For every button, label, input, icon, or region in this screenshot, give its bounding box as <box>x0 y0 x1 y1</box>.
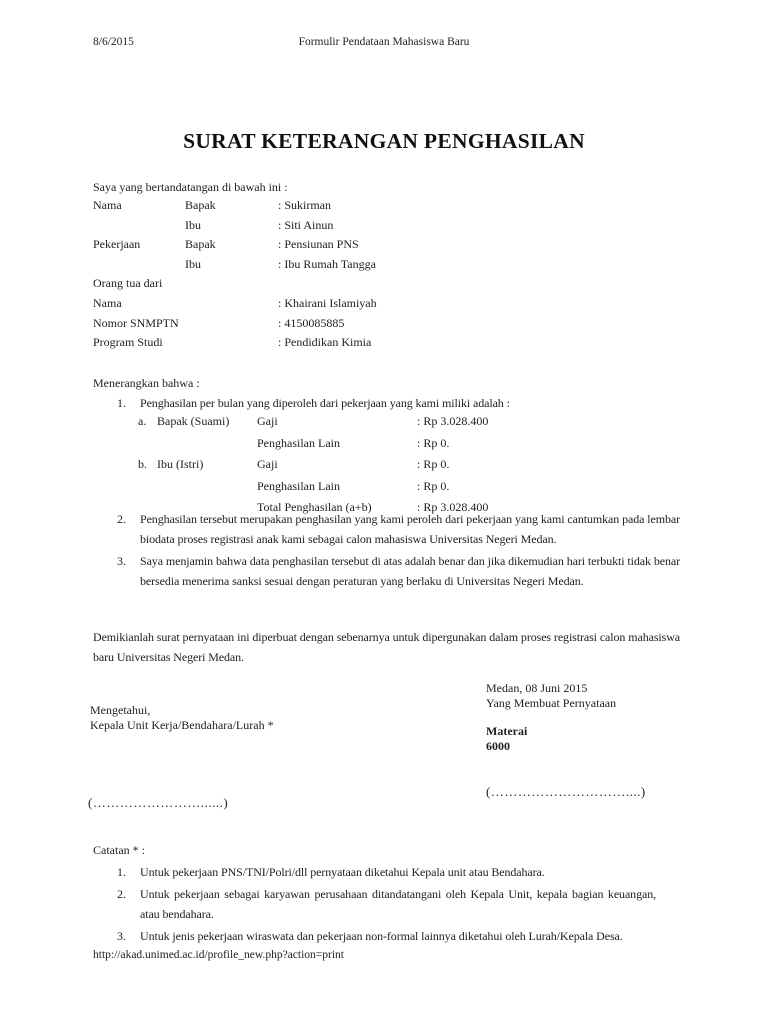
document-title: SURAT KETERANGAN PENGHASILAN <box>183 129 585 153</box>
signature-left-block <box>90 703 274 733</box>
identity-table <box>93 196 377 353</box>
income-row <box>138 433 488 455</box>
intro-line: Saya yang bertandatangan di bawah ini : <box>93 180 288 194</box>
identity-label: Orang tua dari <box>93 276 163 291</box>
income-row-mark <box>138 433 157 455</box>
identity-row <box>93 314 377 334</box>
signature-right-line: (…………………………....) <box>486 784 646 799</box>
list-item-number: 1. <box>117 396 126 410</box>
stamp-label: Materai <box>486 724 528 738</box>
identity-sublabel <box>185 314 278 334</box>
income-row-party <box>157 433 257 455</box>
note-number: 2. <box>117 887 126 901</box>
identity-sublabel: Bapak <box>185 198 216 212</box>
income-row-component: Penghasilan Lain <box>257 435 340 450</box>
print-header-date: 8/6/2015 <box>93 36 134 48</box>
income-row-amount: : Rp 3.028.400 <box>417 414 489 428</box>
note-item <box>93 926 656 946</box>
identity-row <box>93 274 377 294</box>
list-item-number: 3. <box>117 554 126 568</box>
signature-right-block <box>486 681 616 754</box>
identity-label: Nama <box>93 295 122 310</box>
identity-row <box>93 216 377 236</box>
income-row-party <box>157 476 257 498</box>
note-item <box>93 884 656 924</box>
identity-value: : Ibu Rumah Tangga <box>278 256 376 271</box>
statement-heading: Menerangkan bahwa : <box>93 376 200 390</box>
notes-section <box>93 840 656 946</box>
note-text: Untuk pekerjaan sebagai karyawan perusahaan ditandatangani oleh Kepala Unit, kepala bagian keuangan, atau bendahara. <box>140 887 656 921</box>
income-row-component: Gaji <box>257 457 278 472</box>
identity-value: : Sukirman <box>278 198 331 212</box>
note-number: 3. <box>117 929 126 943</box>
print-footer-url: http://akad.unimed.ac.id/profile_new.php?action=print <box>93 949 345 961</box>
identity-value: : Khairani Islamiyah <box>278 295 377 310</box>
identity-label <box>93 255 185 275</box>
identity-sublabel: Ibu <box>185 217 201 232</box>
identity-sublabel <box>185 294 278 314</box>
income-row-mark: a. <box>138 414 147 428</box>
list-item-text: Penghasilan per bulan yang diperoleh dari pekerjaan yang kami miliki adalah : <box>140 396 510 410</box>
identity-sublabel: Bapak <box>185 237 216 252</box>
note-number: 1. <box>117 865 126 879</box>
identity-label: Nomor SNMPTN <box>93 315 179 330</box>
stamp-value: 6000 <box>486 739 510 753</box>
income-row-component: Gaji <box>257 414 278 428</box>
note-text: Untuk pekerjaan PNS/TNI/Polri/dll pernyataan diketahui Kepala unit atau Bendahara. <box>140 865 545 879</box>
identity-value: : Pensiunan PNS <box>278 237 359 252</box>
print-header-title: Formulir Pendataan Mahasiswa Baru <box>298 36 470 48</box>
signature-place-date: Medan, 08 Juni 2015 <box>486 681 588 695</box>
note-item <box>93 862 656 882</box>
signature-role: Yang Membuat Pernyataan <box>486 696 617 710</box>
identity-value: : 4150085885 <box>278 315 345 330</box>
identity-label: Program Studi <box>93 335 163 350</box>
list-item-2 <box>117 509 680 549</box>
identity-sublabel <box>185 333 278 353</box>
identity-label <box>93 216 185 236</box>
identity-sublabel: Ibu <box>185 256 201 271</box>
acknowledge-label: Mengetahui, <box>90 703 151 717</box>
identity-value: : Pendidikan Kimia <box>278 335 372 350</box>
income-row-amount: : Rp 3.028.400 <box>417 500 489 515</box>
signature-left-line: (……………………......) <box>88 795 229 810</box>
note-text: Untuk jenis pekerjaan wiraswata dan pekerjaan non-formal lainnya diketahui oleh Lurah/Kepala Desa. <box>140 929 623 943</box>
list-item-number: 2. <box>117 512 126 526</box>
income-row-component: Penghasilan Lain <box>257 478 340 493</box>
list-item-1 <box>117 393 680 413</box>
income-row-component: Total Penghasilan (a+b) <box>257 500 372 515</box>
income-row <box>138 454 488 476</box>
identity-row <box>93 196 377 216</box>
income-table <box>138 411 488 519</box>
identity-label: Pekerjaan <box>93 237 141 252</box>
notes-heading: Catatan * : <box>93 843 145 857</box>
list-item-text: Penghasilan tersebut merupakan penghasilan yang kami peroleh dari pekerjaan yang kami cantumkan pada lembar biodata proses registrasi anak kami sebagai calon mahasiswa Universitas Negeri Medan. <box>140 512 680 546</box>
income-row-mark <box>138 476 157 498</box>
identity-label: Nama <box>93 198 122 212</box>
identity-row <box>93 333 377 353</box>
income-row-amount: : Rp 0. <box>417 457 450 472</box>
list-item-3 <box>117 551 680 591</box>
identity-row <box>93 294 377 314</box>
income-row <box>138 411 488 433</box>
income-row-party: Ibu (Istri) <box>157 457 204 472</box>
closing-paragraph: Demikianlah surat pernyataan ini diperbuat dengan sebenarnya untuk dipergunakan dalam proses registrasi calon mahasiswa baru Universitas Negeri Medan. <box>93 630 680 664</box>
income-row-amount: : Rp 0. <box>417 435 450 450</box>
list-item-text: Saya menjamin bahwa data penghasilan tersebut di atas adalah benar dan jika dikemudian hari terbukti tidak benar bersedia menerima sanksi sesuai dengan peraturan yang berlaku di Universitas Negeri Medan. <box>140 554 680 588</box>
identity-row <box>93 255 377 275</box>
identity-sublabel <box>185 274 278 294</box>
identity-row <box>93 235 377 255</box>
identity-value: : Siti Ainun <box>278 217 334 232</box>
income-row-party: Bapak (Suami) <box>157 414 230 428</box>
acknowledge-role: Kepala Unit Kerja/Bendahara/Lurah * <box>90 718 274 732</box>
income-row-mark: b. <box>138 457 147 472</box>
income-row <box>138 476 488 498</box>
income-row-amount: : Rp 0. <box>417 478 450 493</box>
